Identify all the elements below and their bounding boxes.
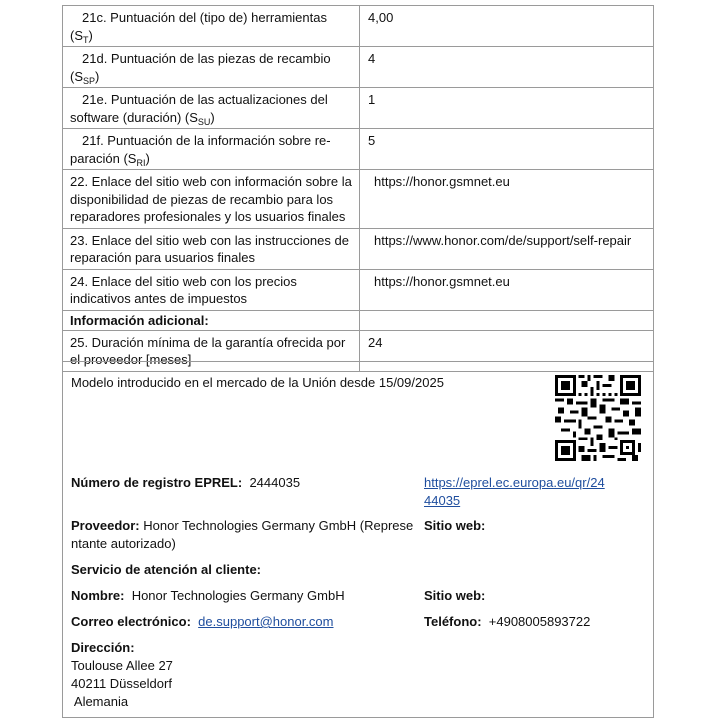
eprel-label: Número de registro EPREL: [71, 475, 243, 490]
email-label: Correo electrónico: [71, 614, 191, 629]
row-label: 22. Enlace del sitio web con información sobre la disponibilidad de piezas de recambio para los reparadores profesionales y los usuarios finales [63, 170, 360, 229]
table-row [63, 47, 654, 88]
row-label: 21c. Puntuación del (tipo de) herramientas $(S_T)$ [63, 6, 360, 47]
row-value [360, 310, 654, 330]
table-row [63, 170, 654, 229]
row-label: 23. Enlace del sitio web con las instrucciones de reparación para usuarios finales [63, 228, 360, 269]
supplier-value-2: ntante autorizado) [71, 536, 176, 551]
phone-label: Teléfono: [424, 614, 482, 629]
row-value: 1 [360, 88, 654, 129]
repairability-table [62, 5, 654, 372]
section-header: Información adicional: [63, 310, 360, 330]
name-label: Nombre: [71, 588, 125, 603]
eprel-value: 2444035 [249, 475, 301, 490]
address-label: Dirección: [71, 640, 135, 655]
supplier [71, 517, 417, 553]
row-label: 21e. Puntuación de las actualizaciones del software (duración) $(S_{SU})$ [63, 88, 360, 129]
eprel-link[interactable] [424, 474, 605, 510]
eprel-registration [71, 474, 300, 492]
service-name [71, 587, 345, 605]
eprel-link-line-2[interactable]: 44035 [424, 493, 461, 508]
market-date-text: Modelo introducido en el mercado de la Unión desde 15/09/2025 [71, 375, 444, 390]
phone-value: +4908005893722 [488, 614, 591, 629]
service-email [71, 613, 334, 631]
address-line-3: Alemania [71, 694, 129, 709]
address-line-1: Toulouse Allee 27 [71, 658, 173, 673]
name-value: Honor Technologies Germany GmbH [131, 588, 345, 603]
address-line-2: 40211 Düsseldorf [71, 676, 172, 691]
service-phone [424, 613, 590, 631]
row-value: 4,00 [360, 6, 654, 47]
table-row [63, 6, 654, 47]
row-link[interactable]: https://honor.gsmnet.eu [360, 170, 654, 229]
row-label: 21d. Puntuación de las piezas de recambio $(S_{SP})$ [63, 47, 360, 88]
row-label: 25. Duración mínima de la garantía ofrecida por el proveedor [meses] [63, 330, 360, 371]
supplier-website-label: Sitio web: [424, 518, 486, 533]
row-value: 5 [360, 129, 654, 170]
customer-service-heading: Servicio de atención al cliente: [71, 562, 262, 577]
email-link[interactable]: de.support@honor.com [198, 614, 334, 629]
row-label: 24. Enlace del sitio web con los precios indicativos antes de impuestos [63, 269, 360, 310]
section-header-row [63, 310, 654, 330]
row-value: 4 [360, 47, 654, 88]
service-website-label: Sitio web: [424, 588, 486, 603]
service-address [71, 639, 173, 711]
row-label: 21f. Puntuación de la información sobre re-paración $(S_{RI})$ [63, 129, 360, 170]
qr-code[interactable] [555, 375, 641, 461]
row-link[interactable]: https://honor.gsmnet.eu [360, 269, 654, 310]
table-row [63, 228, 654, 269]
row-link[interactable]: https://www.honor.com/de/support/self-repair [360, 228, 654, 269]
supplier-label: Proveedor: [71, 518, 140, 533]
eprel-link-line-1[interactable]: https://eprel.ec.europa.eu/qr/24 [424, 475, 605, 490]
supplier-value-1: Honor Technologies Germany GmbH (Represe [143, 518, 414, 533]
table-row [63, 88, 654, 129]
product-info-panel [62, 361, 654, 718]
row-value: 24 [360, 330, 654, 371]
table-row [63, 269, 654, 310]
table-row [63, 129, 654, 170]
